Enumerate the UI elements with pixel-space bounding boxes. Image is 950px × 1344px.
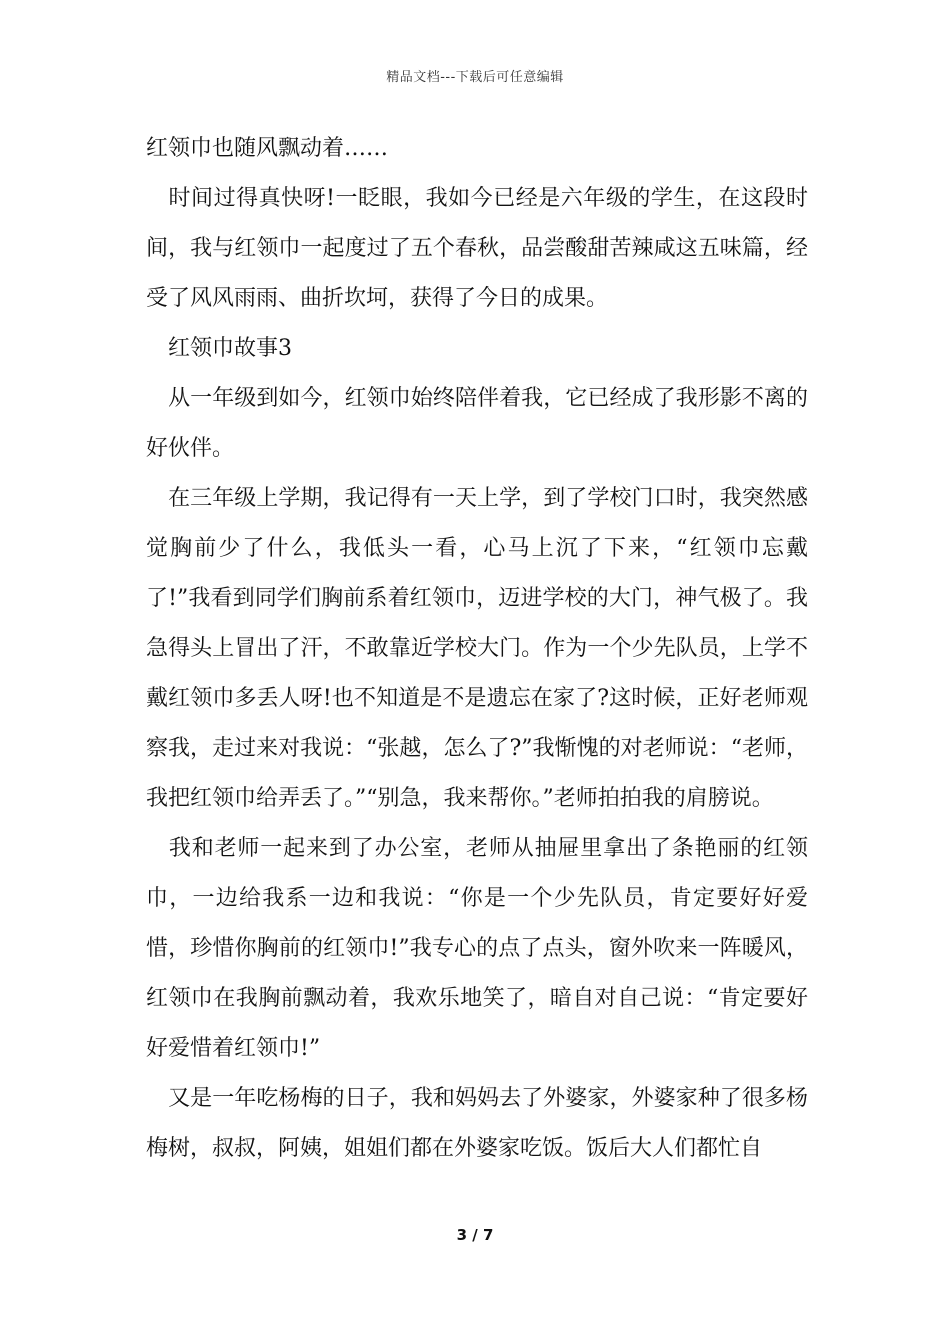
page-number: 3 / 7 [456, 1226, 494, 1244]
paragraph: 又是一年吃杨梅的日子，我和妈妈去了外婆家，外婆家种了很多杨梅树，叔叔，阿姨，姐姐们都在外婆家吃饭。饭后大人们都忙自 [146, 1086, 808, 1161]
paragraph: 红领巾也随风飘动着…… [146, 136, 389, 161]
paragraph: 我和老师一起来到了办公室，老师从抽屉里拿出了条艳丽的红领巾，一边给我系一边和我说：“你是一个少先队员，肯定要好好爱惜，珍惜你胸前的红领巾!”我专心的点了点头，窗外吹来一阵暖风，红领巾在我胸前飘动着，我欢乐地笑了，暗自对自己说：“肯定要好好爱惜着红领巾!” [146, 836, 808, 1061]
paragraph: 在三年级上学期，我记得有一天上学，到了学校门口时，我突然感觉胸前少了什么，我低头一看，心马上沉了下来，“红领巾忘戴了!”我看到同学们胸前系着红领巾，迈进学校的大门，神气极了。我急得头上冒出了汗，不敢靠近学校大门。作为一个少先队员，上学不戴红领巾多丢人呀!也不知道是不是遗忘在家了?这时候，正好老师观察我，走过来对我说：“张越，怎么了?”我惭愧的对老师说：“老师，我把红领巾给弄丢了。”“别急，我来帮你。”老师拍拍我的肩膀说。 [146, 486, 808, 811]
page-header: 精品文档---下载后可任意编辑 [386, 70, 564, 85]
paragraph: 从一年级到如今，红领巾始终陪伴着我，它已经成了我形影不离的好伙伴。 [146, 386, 808, 461]
paragraph: 时间过得真快呀!一眨眼，我如今已经是六年级的学生，在这段时间，我与红领巾一起度过了五个春秋，品尝酸甜苦辣咸这五味篇，经受了风风雨雨、曲折坎坷，获得了今日的成果。 [146, 186, 808, 311]
section-heading: 红领巾故事3 [146, 336, 292, 361]
document-body [146, 124, 808, 1174]
